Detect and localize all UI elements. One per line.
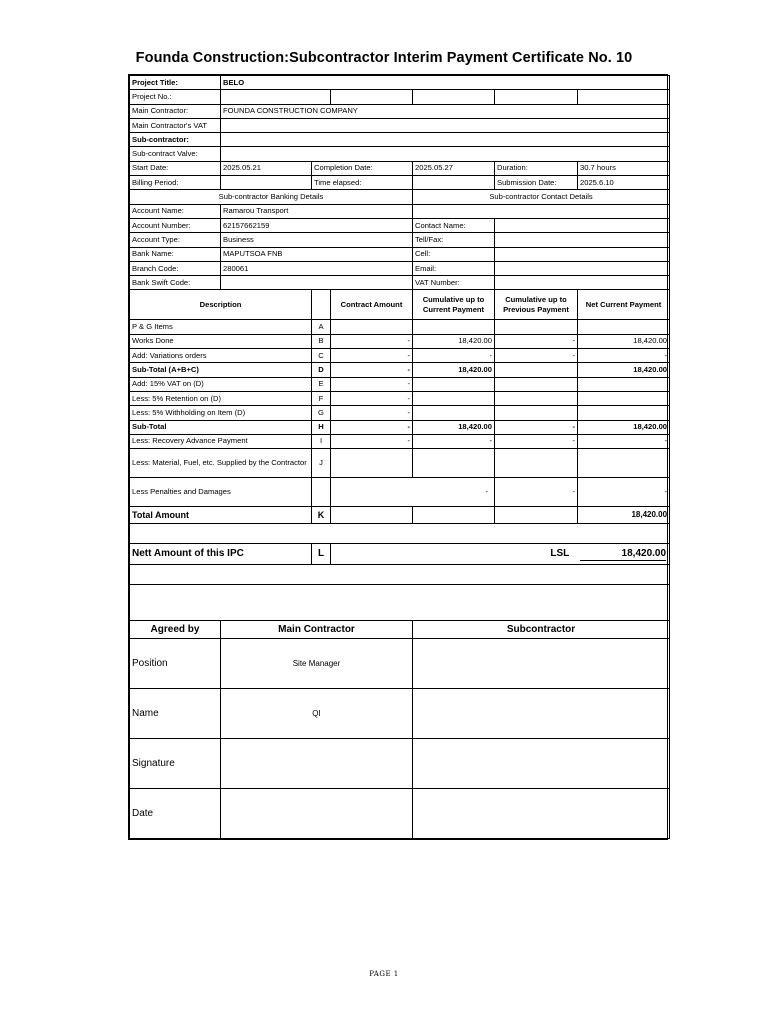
- contact-name-value: [495, 218, 670, 232]
- account-name-value: Ramarou Transport: [221, 204, 413, 218]
- billing-period-label: Billing Period:: [130, 176, 221, 190]
- document-title: Founda Construction:Subcontractor Interim Payment Certificate No. 10: [135, 50, 633, 66]
- subcontractor-row: [130, 133, 670, 147]
- row-description: Less Penalties and Damages: [130, 478, 312, 507]
- duration-value: 30.7 hours: [578, 161, 670, 175]
- vat-value: [495, 276, 670, 290]
- account-type-label: Account Type:: [130, 233, 221, 247]
- main-contractor-vat-row: [130, 118, 670, 132]
- account-number-value: 62157662159: [221, 218, 413, 232]
- bank-name-label: Bank Name:: [130, 247, 221, 261]
- row-cum-previous: [495, 320, 578, 334]
- row-code: G: [312, 406, 331, 420]
- subcontract-value-row: [130, 147, 670, 161]
- row-contract: -: [331, 391, 413, 405]
- row-description: Less: Recovery Advance Payment: [130, 434, 312, 448]
- time-elapsed-value: [413, 176, 495, 190]
- row-net: [578, 449, 670, 478]
- row-cum-previous: [495, 377, 578, 391]
- signature-main-value: [221, 739, 413, 789]
- submission-date-value: 2025.6.10: [578, 176, 670, 190]
- date-sub-value: [413, 789, 670, 839]
- main-contractor-vat-label: Main Contractor's VAT: [130, 118, 221, 132]
- spacer-cell: [130, 524, 670, 544]
- signature-sub-value: [413, 739, 670, 789]
- row-cum-current: -: [413, 349, 495, 363]
- row-cum-previous: -: [495, 420, 578, 434]
- total-amount-value: 18,420.00: [578, 507, 670, 524]
- payment-row-e: [130, 377, 670, 391]
- row-cum-current: [413, 449, 495, 478]
- row-net: 18,420.00: [578, 420, 670, 434]
- branch-code-row: [130, 261, 670, 275]
- billing-row: [130, 176, 670, 190]
- row-cum-previous: [495, 406, 578, 420]
- row-description: Sub-Total: [130, 420, 312, 434]
- position-main-value: Site Manager: [221, 639, 413, 689]
- row-description: Add: Variations orders: [130, 349, 312, 363]
- row-cum-previous: [495, 391, 578, 405]
- project-title-label: Project Title:: [130, 76, 221, 90]
- position-row: [130, 639, 670, 689]
- row-cum-current: 18,420.00: [413, 363, 495, 377]
- time-elapsed-label: Time elapsed:: [312, 176, 413, 190]
- row-description: Less: 5% Withholding on Item (D): [130, 406, 312, 420]
- subcontract-value-label: Sub-contract Valve:: [130, 147, 221, 161]
- total-amount-row: [130, 507, 670, 524]
- total-amount-code: K: [312, 507, 331, 524]
- row-contract: -: [331, 377, 413, 391]
- project-no-row: [130, 90, 670, 104]
- row-net: -: [578, 478, 670, 507]
- row-cum-current: [413, 391, 495, 405]
- payment-row-h: [130, 420, 670, 434]
- contact-name-label: Contact Name:: [413, 218, 495, 232]
- agreement-header-row: [130, 621, 670, 639]
- row-net: -: [578, 349, 670, 363]
- blank-cell: [130, 585, 670, 621]
- row-description: Less: Material, Fuel, etc. Supplied by the Contractor: [130, 449, 312, 478]
- project-no-cell-1: [221, 90, 331, 104]
- row-contract: -: [331, 434, 413, 448]
- row-contract: -: [331, 349, 413, 363]
- completion-date-label: Completion Date:: [312, 161, 413, 175]
- row-description: P & G Items: [130, 320, 312, 334]
- description-header: Description: [130, 290, 312, 320]
- spacer-cell: [130, 565, 670, 585]
- cumulative-previous-header: Cumulative up to Previous Payment: [495, 290, 578, 320]
- main-contractor-header: Main Contractor: [221, 621, 413, 639]
- position-label: Position: [130, 639, 221, 689]
- vat-label: VAT Number:: [413, 276, 495, 290]
- name-sub-value: [413, 689, 670, 739]
- project-no-cell-4: [495, 90, 578, 104]
- email-value: [495, 261, 670, 275]
- row-net: -: [578, 434, 670, 448]
- signature-label: Signature: [130, 739, 221, 789]
- row-cum-previous: -: [495, 334, 578, 348]
- project-no-cell-5: [578, 90, 670, 104]
- swift-label: Bank Swift Code:: [130, 276, 221, 290]
- completion-date-value: 2025.05.27: [413, 161, 495, 175]
- row-code: D: [312, 363, 331, 377]
- account-type-row: [130, 233, 670, 247]
- row-contract: -: [331, 363, 413, 377]
- date-label: Date: [130, 789, 221, 839]
- project-no-cell-2: [331, 90, 413, 104]
- project-no-label: Project No.:: [130, 90, 221, 104]
- payment-row-i: [130, 434, 670, 448]
- bank-name-value: MAPUTSOA FNB: [221, 247, 413, 261]
- payment-header-row: [130, 290, 670, 320]
- row-code: A: [312, 320, 331, 334]
- account-number-row: [130, 218, 670, 232]
- submission-date-label: Submission Date:: [495, 176, 578, 190]
- contact-details-heading: Sub-contractor Contact Details: [413, 190, 670, 204]
- row-contract: -: [331, 420, 413, 434]
- row-cum-previous: -: [495, 349, 578, 363]
- row-cum-current: -: [331, 478, 495, 507]
- subcontractor-value: [221, 133, 670, 147]
- start-date-label: Start Date:: [130, 161, 221, 175]
- row-description: Works Done: [130, 334, 312, 348]
- duration-label: Duration:: [495, 161, 578, 175]
- banking-details-heading: Sub-contractor Banking Details: [130, 190, 413, 204]
- position-sub-value: [413, 639, 670, 689]
- name-main-value: QI: [221, 689, 413, 739]
- subcontractor-header: Subcontractor: [413, 621, 670, 639]
- contact-blank-row: [413, 204, 670, 218]
- certificate-sheet: [128, 74, 668, 840]
- swift-value: [221, 276, 413, 290]
- row-code: B: [312, 334, 331, 348]
- project-title-value: BELO: [221, 76, 670, 90]
- currency-label: LSL: [550, 547, 570, 559]
- row-code: C: [312, 349, 331, 363]
- row-cum-previous: -: [495, 478, 578, 507]
- row-code: F: [312, 391, 331, 405]
- payment-row-j: [130, 449, 670, 478]
- total-amount-label: Total Amount: [130, 507, 312, 524]
- row-net: [578, 391, 670, 405]
- nett-amount-row: [130, 544, 670, 565]
- subcontractor-label: Sub-contractor:: [130, 133, 221, 147]
- payment-row-penalties: [130, 478, 670, 507]
- cell-label: Cell:: [413, 247, 495, 261]
- code-header: [312, 290, 331, 320]
- row-code: J: [312, 449, 331, 478]
- main-contractor-label: Main Contractor:: [130, 104, 221, 118]
- agreed-by-header: Agreed by: [130, 621, 221, 639]
- row-contract: [331, 449, 413, 478]
- page-footer: PAGE 1: [369, 970, 399, 978]
- total-amount-cum-previous: [495, 507, 578, 524]
- certificate-table: [129, 75, 670, 839]
- details-header-row: [130, 190, 670, 204]
- row-description: Less: 5% Retention on (D): [130, 391, 312, 405]
- nett-amount-label: Nett Amount of this IPC: [130, 544, 312, 565]
- payment-row-a: [130, 320, 670, 334]
- row-cum-previous: [495, 449, 578, 478]
- blank-row: [130, 585, 670, 621]
- row-net: [578, 406, 670, 420]
- branch-code-label: Branch Code:: [130, 261, 221, 275]
- project-title-row: [130, 76, 670, 90]
- row-contract: -: [331, 406, 413, 420]
- subcontract-value-value: [221, 147, 670, 161]
- swift-row: [130, 276, 670, 290]
- name-row: [130, 689, 670, 739]
- row-cum-current: [413, 406, 495, 420]
- net-current-header: Net Current Payment: [578, 290, 670, 320]
- row-cum-current: [413, 377, 495, 391]
- row-cum-current: [413, 320, 495, 334]
- row-net: [578, 377, 670, 391]
- row-cum-current: -: [413, 434, 495, 448]
- email-label: Email:: [413, 261, 495, 275]
- date-row: [130, 789, 670, 839]
- cell-value: [495, 247, 670, 261]
- row-description: Sub-Total (A+B+C): [130, 363, 312, 377]
- account-name-row: [130, 204, 670, 218]
- start-date-value: 2025.05.21: [221, 161, 312, 175]
- signature-row: [130, 739, 670, 789]
- payment-row-f: [130, 391, 670, 405]
- account-name-label: Account Name:: [130, 204, 221, 218]
- row-net: 18,420.00: [578, 363, 670, 377]
- account-number-label: Account Number:: [130, 218, 221, 232]
- name-label: Name: [130, 689, 221, 739]
- tel-value: [495, 233, 670, 247]
- date-main-value: [221, 789, 413, 839]
- row-cum-current: 18,420.00: [413, 334, 495, 348]
- nett-amount-code: L: [312, 544, 331, 565]
- row-code: [312, 478, 331, 507]
- bank-name-row: [130, 247, 670, 261]
- spacer-row: [130, 524, 670, 544]
- payment-row-g: [130, 406, 670, 420]
- main-contractor-row: [130, 104, 670, 118]
- main-contractor-vat-value: [221, 118, 670, 132]
- billing-period-value: [221, 176, 312, 190]
- row-cum-previous: -: [495, 434, 578, 448]
- payment-row-d: [130, 363, 670, 377]
- total-amount-contract: [331, 507, 413, 524]
- branch-code-value: 280061: [221, 261, 413, 275]
- nett-amount-cell: [331, 544, 670, 565]
- row-code: E: [312, 377, 331, 391]
- row-code: I: [312, 434, 331, 448]
- tel-label: Tell/Fax:: [413, 233, 495, 247]
- row-contract: -: [331, 334, 413, 348]
- contract-amount-header: Contract Amount: [331, 290, 413, 320]
- row-description: Add: 15% VAT on (D): [130, 377, 312, 391]
- total-amount-cum-current: [413, 507, 495, 524]
- row-net: 18,420.00: [578, 334, 670, 348]
- row-code: H: [312, 420, 331, 434]
- payment-row-c: [130, 349, 670, 363]
- cumulative-current-header: Cumulative up to Current Payment: [413, 290, 495, 320]
- row-cum-previous: [495, 363, 578, 377]
- nett-amount-value: 18,420.00: [580, 548, 666, 561]
- row-cum-current: 18,420.00: [413, 420, 495, 434]
- row-contract: [331, 320, 413, 334]
- account-type-value: Business: [221, 233, 413, 247]
- payment-row-b: [130, 334, 670, 348]
- main-contractor-value: FOUNDA CONSTRUCTION COMPANY: [221, 104, 670, 118]
- spacer-row-2: [130, 565, 670, 585]
- dates-row: [130, 161, 670, 175]
- row-net: [578, 320, 670, 334]
- project-no-cell-3: [413, 90, 495, 104]
